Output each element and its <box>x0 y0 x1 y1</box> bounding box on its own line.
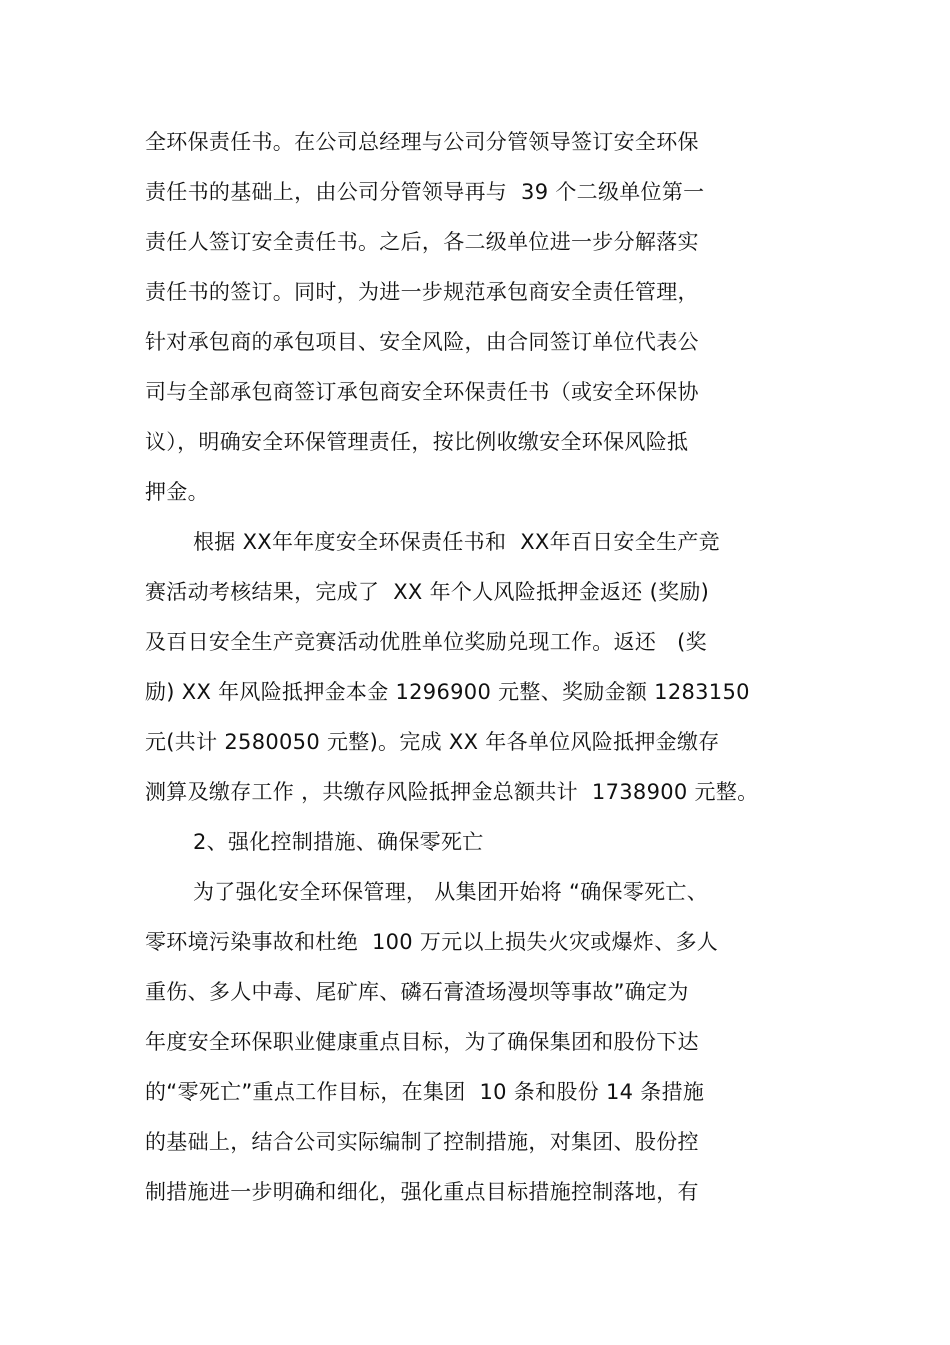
text-line: 元(共计 2580050 元整)。完成 XX 年各单位风险抵押金缴存 <box>145 730 720 754</box>
text-line: 测算及缴存工作 ，共缴存风险抵押金总额共计 1738900 元整。 <box>145 780 759 804</box>
text-line: 责任书的基础上，由公司分管领导再与 39 个二级单位第一 <box>145 180 705 204</box>
section-heading: 2、强化控制措施、确保零死亡 <box>193 830 484 854</box>
paragraph-start-line: 为了强化安全环保管理， 从集团开始将 “确保零死亡、 <box>193 880 709 904</box>
text-line: 责任人签订安全责任书。之后，各二级单位进一步分解落实 <box>145 230 699 254</box>
text-line: 制措施进一步明确和细化，强化重点目标措施控制落地，有 <box>145 1180 699 1204</box>
text-line: 针对承包商的承包项目、安全风险，由合同签订单位代表公 <box>145 330 699 354</box>
text-line: 及百日安全生产竞赛活动优胜单位奖励兑现工作。返还 (奖 <box>145 630 707 654</box>
text-line: 年度安全环保职业健康重点目标，为了确保集团和股份下达 <box>145 1030 699 1054</box>
text-line: 押金。 <box>145 480 209 504</box>
text-line: 司与全部承包商签订承包商安全环保责任书（或安全环保协 <box>145 380 699 404</box>
text-line: 重伤、多人中毒、尾矿库、磷石膏渣场漫坝等事故”确定为 <box>145 980 689 1004</box>
paragraph-start-line: 根据 XX年年度安全环保责任书和 XX年百日安全生产竞 <box>193 530 720 554</box>
text-line: 议），明确安全环保管理责任，按比例收缴安全环保风险抵 <box>145 430 689 454</box>
text-line: 的基础上，结合公司实际编制了控制措施，对集团、股份控 <box>145 1130 699 1154</box>
text-line: 的“零死亡”重点工作目标，在集团 10 条和股份 14 条措施 <box>145 1080 705 1104</box>
text-line: 励) XX 年风险抵押金本金 1296900 元整、奖励金额 1283150 <box>145 680 750 704</box>
text-line: 责任书的签订。同时，为进一步规范承包商安全责任管理， <box>145 280 699 304</box>
text-line: 赛活动考核结果，完成了 XX 年个人风险抵押金返还 (奖励) <box>145 580 710 604</box>
text-line: 零环境污染事故和杜绝 100 万元以上损失火灾或爆炸、多人 <box>145 930 719 954</box>
text-line: 全环保责任书。在公司总经理与公司分管领导签订安全环保 <box>145 130 699 154</box>
